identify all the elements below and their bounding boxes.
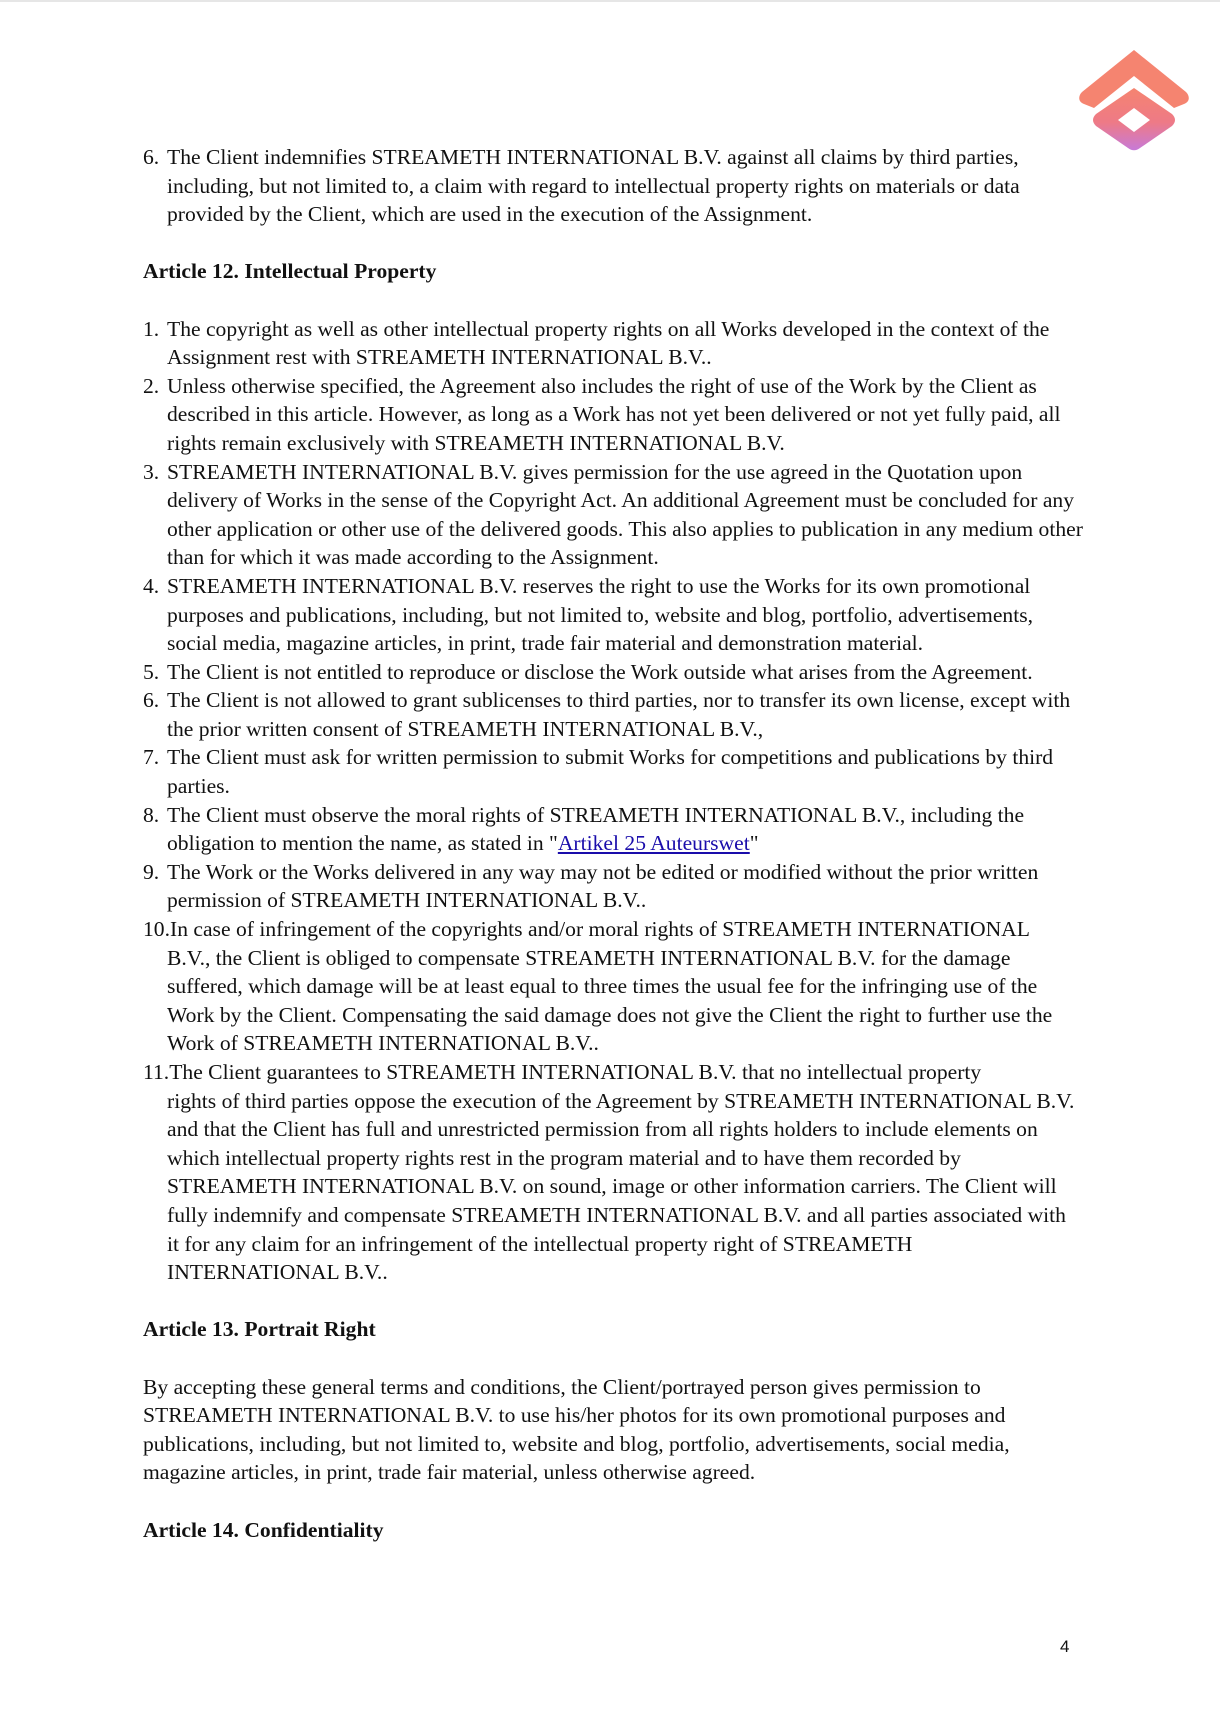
list-item-text: The copyright as well as other intellectual property rights on all Works developed in the context of the Assignment rest with STREAMETH INTERNATIONAL B.V.. (167, 316, 1050, 370)
list-item (143, 315, 1083, 372)
list-item-text: The Client must observe the moral rights of STREAMETH INTERNATIONAL B.V., including the obligation to mention the name, as stated in " (167, 802, 1025, 856)
document-body (143, 143, 1083, 1573)
list-item-text: The Work or the Works delivered in any way may not be edited or modified without the prior written permission of STREAMETH INTERNATIONAL B.V.. (167, 859, 1039, 913)
list-item (143, 1058, 1083, 1287)
list-item-number: 6. (143, 145, 160, 169)
list-item-text-first-line: The Client guarantees to STREAMETH INTERNATIONAL B.V. that no intellectual property (169, 1060, 982, 1084)
list-item (143, 143, 1083, 229)
article11-list-tail (143, 143, 1083, 229)
list-item-text: B.V., the Client is obliged to compensate STREAMETH INTERNATIONAL B.V. for the damage suffered, which damage will be at least equal to three times the usual fee for the infringing use of the Work by the Client. Compensating the said damage does not give the Client the right to further use the Work of STREAMETH INTERNATIONAL B.V.. (167, 945, 1053, 1056)
list-item-text: STREAMETH INTERNATIONAL B.V. gives permission for the use agreed in the Quotation upon delivery of Works in the sense of the Copyright Act. An additional Agreement must be concluded for any other application or other use of the delivered goods. This also applies to publication in any medium other than for which it was made according to the Assignment. (167, 459, 1083, 570)
list-item (143, 658, 1083, 687)
article13-heading: Article 13. Portrait Right (143, 1317, 376, 1342)
list-item (143, 458, 1083, 572)
list-item-text: The Client is not allowed to grant sublicenses to third parties, nor to transfer its own license, except with the prior written consent of STREAMETH INTERNATIONAL B.V., (167, 688, 1071, 741)
list-item (143, 858, 1083, 915)
list-item-number: 1. (143, 316, 160, 341)
list-item-text: rights of third parties oppose the execution of the Agreement by STREAMETH INTERNATIONAL B.V. and that the Client has full and unrestricted permission from all rights holders to include elements on which intellectual property rights rest in the program material and to have them recorded by STREAMETH INTERNATIONAL B.V. on sound, image or other information carriers. The Client will fully indemnify and compensate STREAMETH INTERNATIONAL B.V. and all parties associated with it for any claim for an infringement of the intellectual property right of STREAMETH INTERNATIONAL B.V.. (167, 1088, 1075, 1285)
list-item (143, 572, 1083, 658)
list-item-number: 11. (143, 1060, 170, 1084)
list-item (143, 801, 1083, 858)
list-item-text-first-line: In case of infringement of the copyrights and/or moral rights of STREAMETH INTERNATIONAL (170, 917, 1030, 942)
list-item-text: The Client must ask for written permission to submit Works for competitions and publications by third parties. (167, 745, 1054, 799)
list-item-number: 3. (143, 459, 160, 484)
list-item-number: 8. (143, 802, 160, 827)
brand-logo-icon (1078, 48, 1190, 152)
list-item-text: STREAMETH INTERNATIONAL B.V. reserves the right to use the Works for its own promotional purposes and publications, including, but not limited to, website and blog, portfolio, advertisements, social media, magazine articles, in print, trade fair material and demonstration material. (167, 573, 1034, 656)
list-item (143, 372, 1083, 458)
list-item (143, 743, 1083, 800)
list-item-text: Unless otherwise specified, the Agreement also includes the right of use of the Work by the Client as described in this article. However, as long as a Work has not yet been delivered or not yet fully paid, all rights remain exclusively with STREAMETH INTERNATIONAL B.V. (167, 373, 1061, 455)
page-top-border (0, 0, 1220, 2)
list-item-number: 6. (143, 688, 160, 713)
article14-heading: Article 14. Confidentiality (143, 1517, 384, 1542)
artikel-25-auteurswet-link[interactable]: Artikel 25 Auteurswet (557, 831, 750, 856)
list-item-number: 5. (143, 659, 160, 684)
list-item-text: The Client indemnifies STREAMETH INTERNATIONAL B.V. against all claims by third parties, including, but not limited to, a claim with regard to intellectual property rights on materials or data provided by the Client, which are used in the execution of the Assignment. (167, 145, 1020, 227)
list-item (143, 915, 1083, 1058)
list-item-number: 9. (143, 859, 160, 884)
list-item-text: The Client is not entitled to reproduce or disclose the Work outside what arises from the Agreement. (167, 659, 1033, 684)
article12-list (143, 315, 1083, 1287)
list-item (143, 686, 1083, 743)
page-number: 4 (1060, 1637, 1070, 1656)
list-item-text-end: " (749, 831, 759, 856)
article12-heading: Article 12. Intellectual Property (143, 259, 437, 284)
list-item-number: 4. (143, 573, 160, 598)
list-item-number: 10. (143, 917, 170, 942)
article13-paragraph: By accepting these general terms and conditions, the Client/portrayed person gives permission to STREAMETH INTERNATIONAL B.V. to use his/her photos for its own promotional purposes and publications, including, but not limited to, website and blog, portfolio, advertisements, social media, magazine articles, in print, trade fair material, unless otherwise agreed. (143, 1374, 1010, 1485)
list-item-number: 2. (143, 373, 160, 398)
list-item-number: 7. (143, 745, 160, 770)
